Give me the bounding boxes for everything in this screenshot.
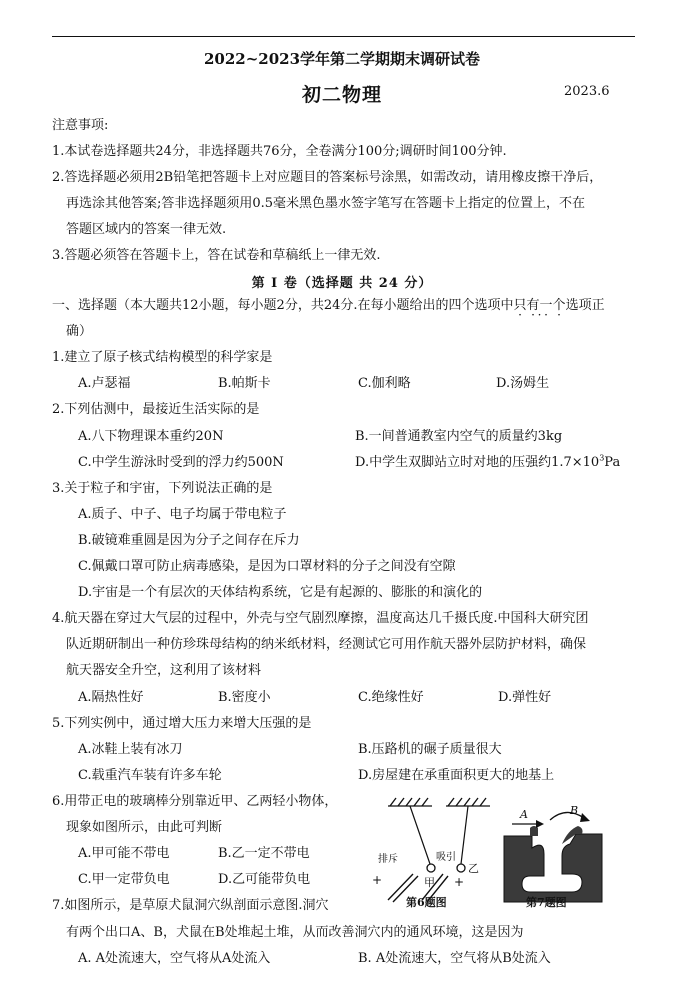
- label-a: A: [520, 808, 528, 821]
- option-a: A.隔热性好: [78, 690, 144, 705]
- arrow-a-head: [536, 820, 544, 828]
- emphasis-char: 有: [526, 298, 540, 313]
- question-stem-cont: 队近期研制出一种仿珍珠母结构的纳米纸材料，经测试它可用作航天器外层防护材料，确保: [66, 637, 587, 652]
- plus-sign: +: [454, 875, 465, 889]
- option-b: B.帕斯卡: [218, 376, 271, 391]
- question-stem-cont: 有两个出口A、B，犬鼠在B处堆起土堆，从而改善洞穴内的通风环境，这是因为: [66, 925, 524, 940]
- emphasis-chars: [514, 298, 566, 313]
- exponent: 3: [599, 453, 605, 463]
- question-stem: 6.用带正电的玻璃棒分别靠近甲、乙两轻小物体，: [52, 794, 338, 809]
- option-d-text: D.中学生双脚站立时对地的压强约1.7×10: [355, 455, 600, 470]
- caption-fig7: 第7题图: [526, 896, 567, 909]
- section-instruction-cont: 确）: [66, 324, 93, 339]
- option-a: A.质子、中子、电子均属于带电粒子: [78, 507, 287, 522]
- burrow-ground: [504, 834, 602, 902]
- ball-jia: [427, 864, 435, 872]
- option-a: A. A处流速大，空气将从A处流入: [78, 951, 271, 966]
- notice-item: 1.本试卷选择题共24分，非选择题共76分，全卷满分100分;调研时间100分钟.: [52, 144, 507, 159]
- option-c: C.绝缘性好: [358, 690, 424, 705]
- notice-item: 答题区域内的答案一律无效.: [66, 222, 227, 237]
- option-a: A.八下物理课本重约20N: [78, 429, 224, 444]
- option-c: C.中学生游泳时受到的浮力约500N: [78, 455, 284, 470]
- string-jia: [410, 806, 430, 864]
- ball-yi: [457, 864, 465, 872]
- label-b: B: [570, 806, 579, 817]
- option-a: A.冰鞋上装有冰刀: [78, 742, 183, 757]
- option-d: D.弹性好: [498, 690, 552, 705]
- label-attract: 吸引: [436, 852, 456, 863]
- instruction-part: 选项正: [565, 298, 605, 313]
- option-b: B.压路机的碾子质量很大: [358, 742, 502, 757]
- unit: Pa: [604, 455, 621, 470]
- section-instruction: [52, 297, 605, 315]
- question-stem-cont: 现象如图所示，由此可判断: [66, 820, 223, 835]
- option-b: B.破镜难重圆是因为分子之间存在斥力: [78, 533, 300, 548]
- option-d: D.房屋建在承重面积更大的地基上: [358, 768, 555, 783]
- option-b: B. A处流速大，空气将从B处流入: [358, 951, 551, 966]
- option-c: C.佩戴口罩可防止病毒感染，是因为口罩材料的分子之间没有空隙: [78, 559, 456, 574]
- figure-6: [358, 792, 498, 912]
- exam-title: 2022~2023学年第二学期期末调研试卷: [203, 50, 481, 68]
- question-stem: 3.关于粒子和宇宙，下列说法正确的是: [52, 481, 273, 496]
- ceiling-hatch: [388, 798, 490, 806]
- notice-item: 3.答题必须答在答题卡上，答在试卷和草稿纸上一律无效.: [52, 248, 381, 263]
- question-stem: 5.下列实例中，通过增大压力来增大压强的是: [52, 716, 312, 731]
- option-c: C.载重汽车装有许多车轮: [78, 768, 222, 783]
- option-a: A.卢瑟福: [78, 376, 131, 391]
- emphasis-char: 个: [552, 298, 566, 313]
- option-b: B.乙一定不带电: [218, 846, 310, 861]
- option-d: D.乙可能带负电: [218, 872, 311, 887]
- label-repel: 排斥: [378, 854, 398, 865]
- question-stem-cont: 航天器安全升空，这利用了该材料: [66, 663, 262, 678]
- plus-sign: +: [372, 873, 383, 887]
- option-b: B.一间普通教室内空气的质量约3kg: [355, 429, 563, 444]
- option-b: B.密度小: [218, 690, 271, 705]
- question-stem: 2.下列估测中，最接近生活实际的是: [52, 402, 260, 417]
- emphasis-char: 一: [539, 298, 553, 313]
- string-yi: [461, 806, 468, 864]
- emphasis-char: 只: [513, 298, 527, 313]
- option-a: A.甲可能不带电: [78, 846, 170, 861]
- question-stem: 7.如图所示，是草原犬鼠洞穴纵剖面示意图.洞穴: [52, 898, 329, 913]
- label-yi: 乙: [468, 862, 479, 875]
- arrow-b-head: [580, 813, 590, 822]
- top-rule: [52, 36, 635, 37]
- exam-subject: 初二物理: [301, 84, 382, 106]
- emphasis-text: [514, 298, 566, 313]
- section-title: 第 Ⅰ 卷（选择题 共 24 分）: [251, 276, 433, 291]
- option-d: D.宇宙是一个有层次的天体结构系统，它是有起源的、膨胀的和演化的: [78, 585, 483, 600]
- question-stem: 1.建立了原子核式结构模型的科学家是: [52, 350, 273, 365]
- caption-fig6: 第6题图: [406, 896, 447, 909]
- label-jia: 甲: [424, 876, 435, 889]
- notice-heading: 注意事项:: [52, 118, 109, 133]
- option-d: [355, 454, 620, 472]
- arrow-b-line: [550, 812, 584, 820]
- notice-item: 2.答选择题必须用2B铅笔把答题卡上对应题目的答案标号涂黑，如需改动，请用橡皮擦干净后，: [52, 170, 603, 185]
- notice-item: 再选涂其他答案;答非选择题须用0.5毫米黑色墨水签字笔写在答题卡上指定的位置上，不在: [66, 196, 586, 211]
- instruction-part: 一、选择题（本大题共12小题，每小题2分，共24分.在每小题给出的四个选项中: [52, 298, 514, 313]
- option-c: C.甲一定带负电: [78, 872, 170, 887]
- option-d: D.汤姆生: [496, 376, 550, 391]
- exam-date: 2023.6: [564, 84, 610, 99]
- option-c: C.伽利略: [358, 376, 411, 391]
- question-stem: 4.航天器在穿过大气层的过程中，外壳与空气剧烈摩擦，温度高达几千摄氏度.中国科大研究团: [52, 611, 589, 626]
